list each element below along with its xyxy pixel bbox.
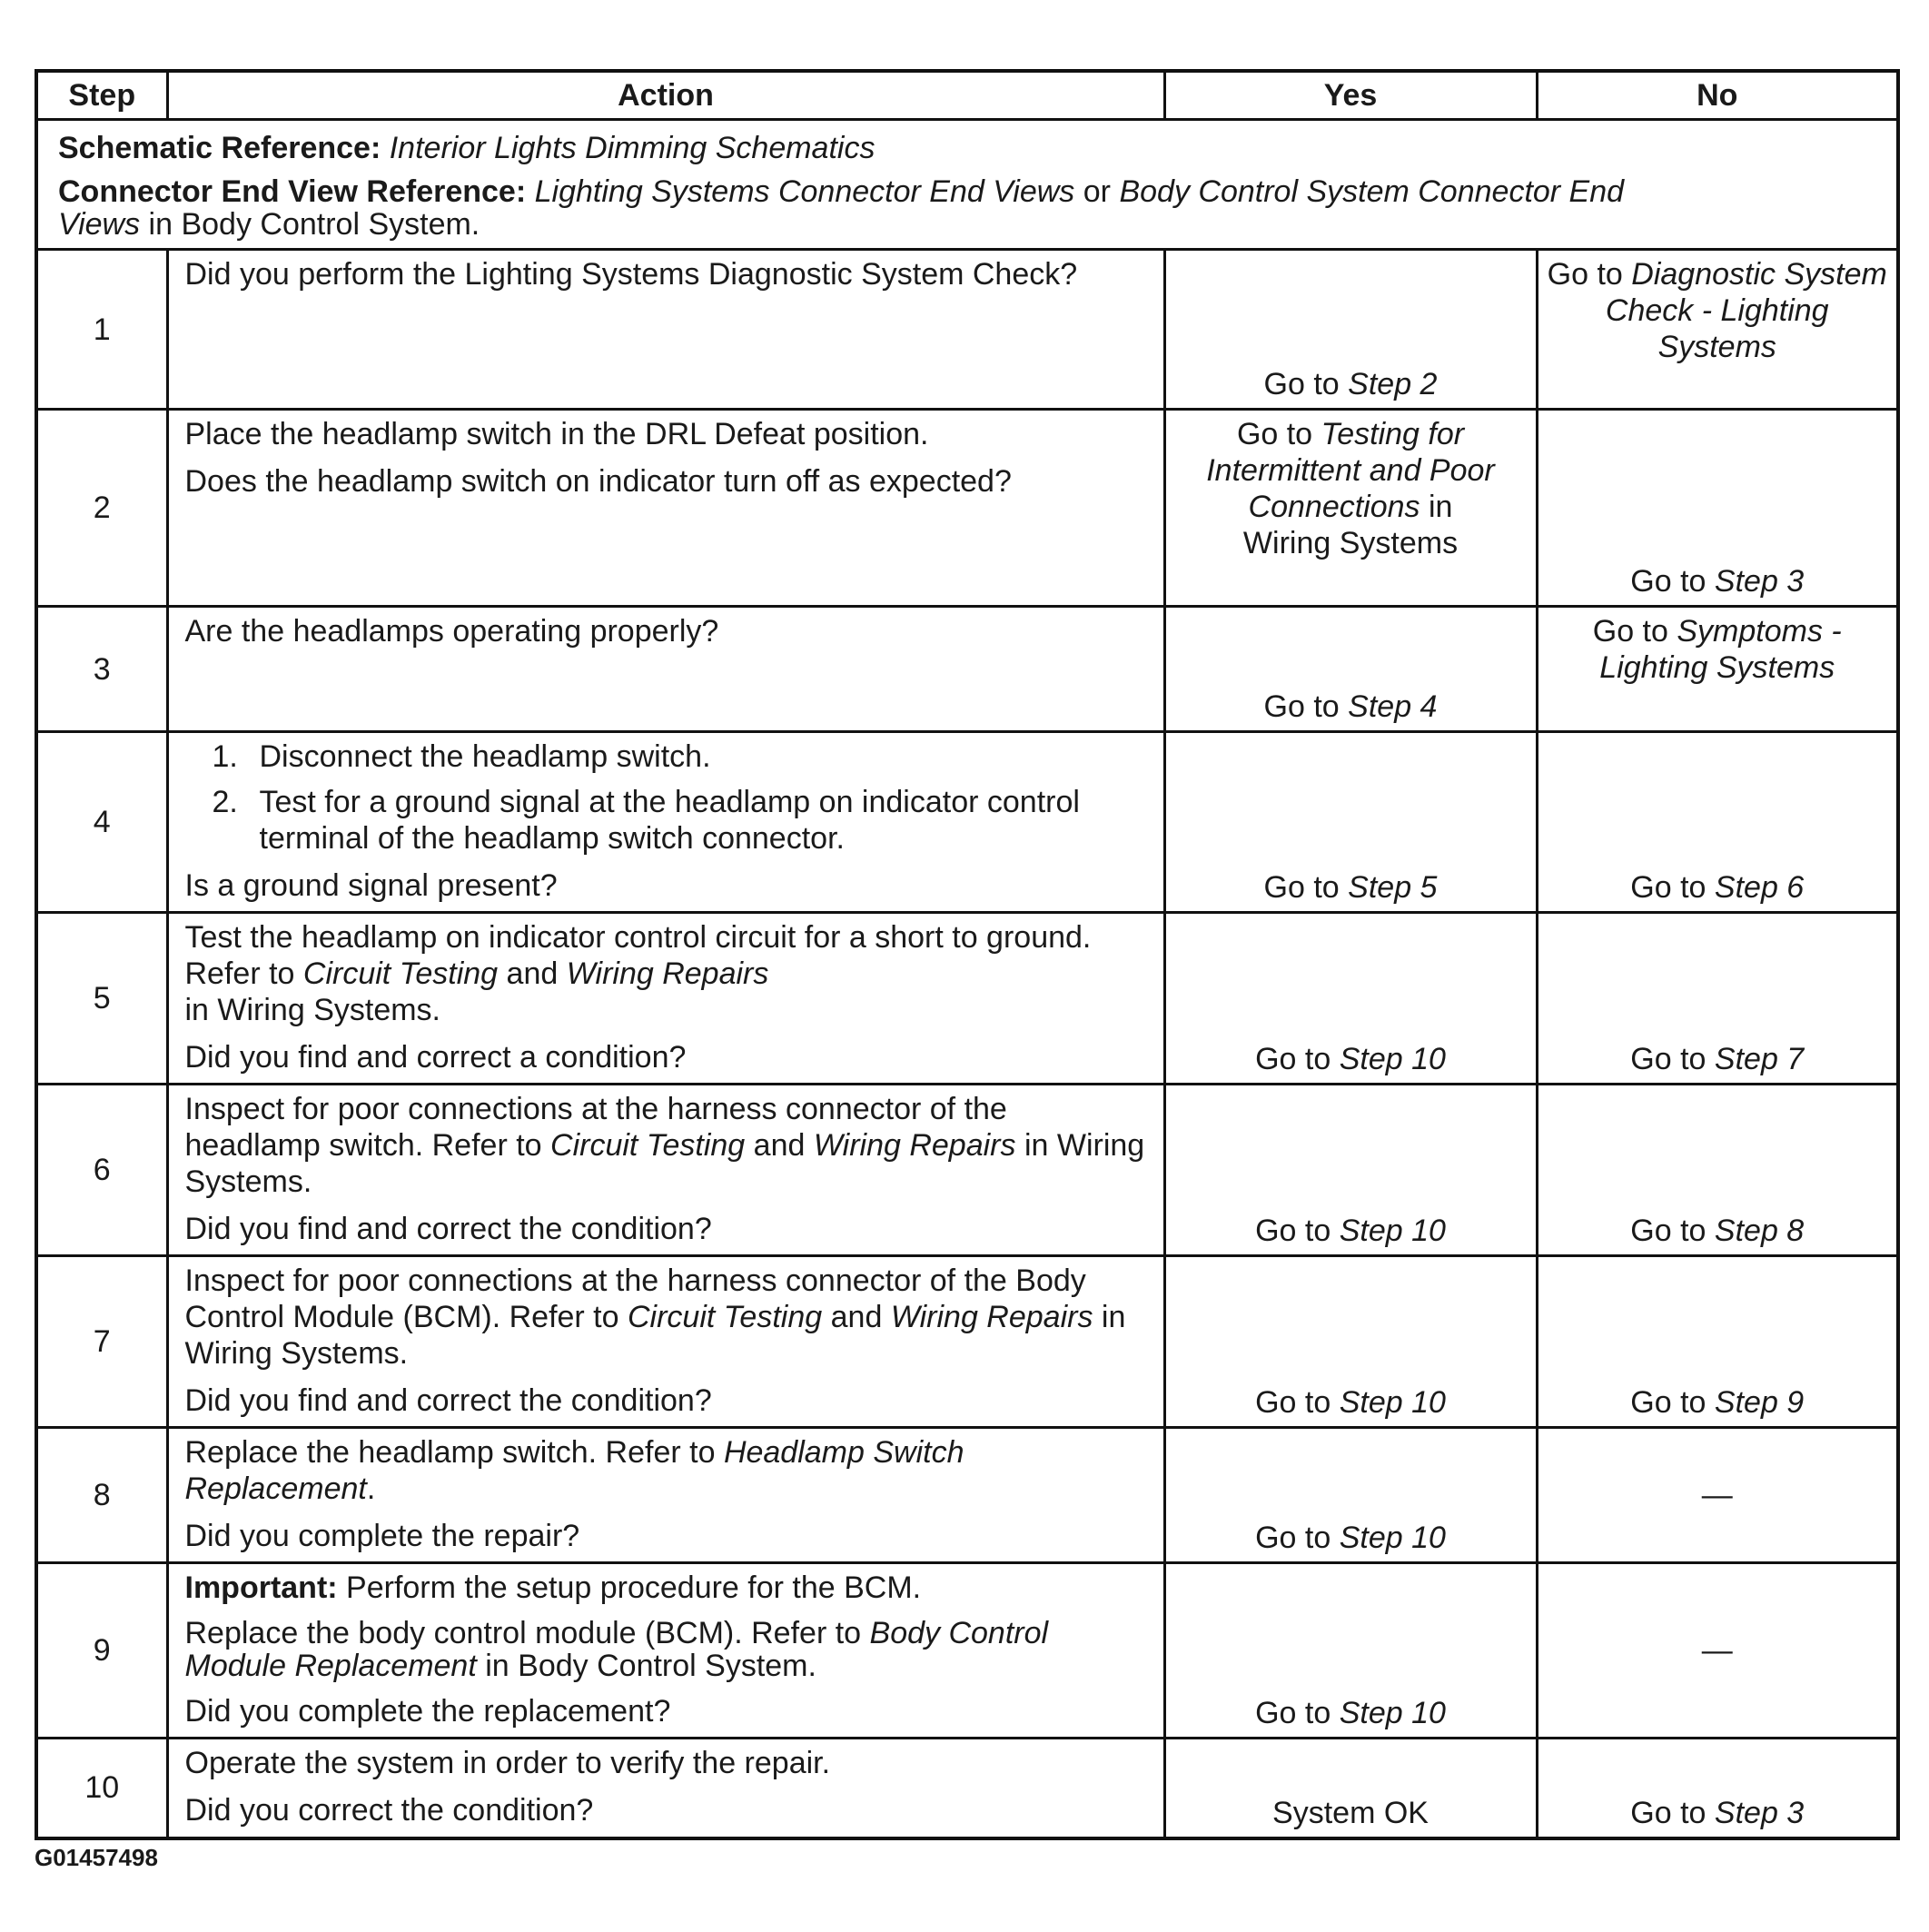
no-link[interactable]: Step 9 (1714, 1385, 1805, 1420)
no-result (1538, 608, 1897, 686)
no-prefix: Go to (1630, 1795, 1706, 1830)
table-row (36, 1563, 1898, 1739)
table-row (36, 1428, 1898, 1563)
yes-cell (1164, 607, 1537, 732)
no-cell (1537, 1739, 1898, 1838)
table-row (36, 913, 1898, 1085)
yes-link[interactable]: Step 5 (1348, 870, 1438, 905)
step-number: 5 (36, 913, 167, 1085)
no-prefix: Go to (1592, 614, 1668, 649)
step-number: 1 (36, 250, 167, 410)
yes-result (1166, 366, 1536, 402)
action-text (185, 1434, 1151, 1507)
yes-link[interactable]: Step 10 (1339, 1385, 1446, 1420)
reference-link[interactable]: Wiring Repairs (813, 1128, 1016, 1163)
yes-link[interactable]: Step 2 (1348, 367, 1438, 401)
action-cell (167, 913, 1164, 1085)
reference-cell (36, 120, 1898, 250)
no-prefix: Go to (1547, 257, 1623, 292)
action-text-pre: Test the headlamp on indicator control circuit for a short to ground. Refer to (184, 920, 1092, 991)
reference-link[interactable]: Headlamp Switch Replacement (184, 1435, 964, 1506)
action-cell (167, 1085, 1164, 1256)
action-text-and: and (830, 1300, 883, 1334)
yes-link[interactable]: Step 10 (1339, 1521, 1446, 1555)
yes-link[interactable]: Step 10 (1339, 1214, 1446, 1248)
no-cell (1537, 410, 1898, 607)
action-text-post: . (366, 1471, 376, 1506)
no-prefix: Go to (1630, 870, 1706, 905)
no-cell (1537, 1256, 1898, 1428)
header-no: No (1537, 71, 1898, 120)
action-text (185, 1263, 1151, 1372)
table-row (36, 1739, 1898, 1838)
action-question: Did you find and correct the condition? (184, 1212, 712, 1246)
step-number: 10 (36, 1739, 167, 1838)
diagnostic-table-container (35, 69, 1896, 1840)
no-result-dash: — (1701, 1478, 1733, 1512)
action-text-and: and (753, 1128, 806, 1163)
action-steps-list (185, 738, 1151, 857)
action-question: Are the headlamps operating properly? (184, 614, 719, 649)
action-cell (167, 1256, 1164, 1428)
step-number: 2 (36, 410, 167, 607)
yes-result (1166, 1695, 1536, 1731)
no-cell (1537, 250, 1898, 410)
reference-link[interactable]: Circuit Testing (550, 1128, 746, 1163)
table-row (36, 410, 1898, 607)
yes-cell (1164, 913, 1537, 1085)
step-number: 6 (36, 1085, 167, 1256)
action-question: Is a ground signal present? (184, 868, 558, 903)
figure-id: G01457498 (35, 1844, 158, 1871)
yes-prefix: Go to (1236, 417, 1313, 451)
yes-prefix: Go to (1255, 1521, 1331, 1555)
no-result (1538, 1795, 1897, 1831)
no-result (1538, 251, 1897, 365)
step-number: 3 (36, 607, 167, 732)
table-row (36, 250, 1898, 410)
connector-reference (58, 175, 1876, 241)
action-cell (167, 1563, 1164, 1739)
header-action: Action (167, 71, 1164, 120)
schematic-reference-label: Schematic Reference: (58, 131, 381, 165)
no-result (1538, 1213, 1897, 1249)
step-number: 4 (36, 732, 167, 913)
yes-result (1166, 1384, 1536, 1421)
action-text-pre: Replace the headlamp switch. Refer to (184, 1435, 716, 1470)
action-text-pre: Inspect for poor connections at the harness connector of the Body Control Module (BCM). Refer to (184, 1263, 1086, 1334)
reference-row (36, 120, 1898, 250)
action-cell (167, 732, 1164, 913)
action-cell (167, 607, 1164, 732)
action-text: Did you perform the Lighting Systems Diagnostic System Check? (184, 257, 1078, 292)
action-cell (167, 1739, 1164, 1838)
connector-reference-link-2[interactable]: Body Control System Connector End Views (58, 174, 1625, 242)
action-text-and: and (506, 956, 559, 991)
action-question: Does the headlamp switch on indicator turn off as expected? (184, 464, 1012, 499)
table-row (36, 1085, 1898, 1256)
no-prefix: Go to (1630, 1042, 1706, 1076)
connector-reference-suffix: in Body Control System. (148, 207, 480, 242)
list-item (185, 784, 1151, 857)
yes-cell (1164, 250, 1537, 410)
connector-reference-link-1[interactable]: Lighting Systems Connector End Views (534, 174, 1075, 209)
no-cell (1537, 913, 1898, 1085)
header-row (36, 71, 1898, 120)
action-text (185, 1091, 1151, 1200)
no-link[interactable]: Step 3 (1714, 564, 1805, 599)
reference-link[interactable]: Wiring Repairs (890, 1300, 1093, 1334)
connector-reference-label: Connector End View Reference: (58, 174, 527, 209)
reference-link[interactable]: Wiring Repairs (566, 956, 769, 991)
important-note (185, 1570, 1151, 1606)
action-cell (167, 410, 1164, 607)
yes-cell (1164, 1739, 1537, 1838)
yes-result (1166, 1520, 1536, 1556)
yes-result (1166, 1213, 1536, 1249)
no-result-dash: — (1701, 1633, 1733, 1668)
schematic-reference-link[interactable]: Interior Lights Dimming Schematics (389, 131, 875, 165)
action-text-post: in Wiring Systems. (184, 1128, 1145, 1199)
diagnostic-table (35, 69, 1900, 1840)
action-text-post: in Wiring Systems. (184, 993, 440, 1027)
header-yes: Yes (1164, 71, 1537, 120)
yes-prefix: Go to (1255, 1696, 1331, 1730)
action-text-post: in Body Control System. (485, 1649, 816, 1683)
step-number: 9 (36, 1563, 167, 1739)
yes-link[interactable]: Step 10 (1339, 1042, 1446, 1076)
action-text: Operate the system in order to verify the repair. (184, 1746, 831, 1780)
yes-cell (1164, 732, 1537, 913)
no-cell (1537, 1563, 1898, 1739)
yes-link[interactable]: Testing for Intermittent and Poor Connections (1206, 417, 1495, 524)
step-number: 7 (36, 1256, 167, 1428)
yes-result (1166, 411, 1536, 561)
no-result (1538, 1041, 1897, 1077)
action-question: Did you find and correct the condition? (184, 1383, 712, 1418)
header-step: Step (36, 71, 167, 120)
important-text: Perform the setup procedure for the BCM. (346, 1570, 922, 1605)
action-text (185, 919, 1151, 1028)
no-prefix: Go to (1630, 1385, 1706, 1420)
yes-prefix: Go to (1255, 1385, 1331, 1420)
yes-prefix: Go to (1263, 367, 1340, 401)
list-item-text: Disconnect the headlamp switch. (259, 739, 711, 774)
no-result (1538, 1384, 1897, 1421)
no-cell (1537, 732, 1898, 913)
no-link[interactable]: Diagnostic System Check - Lighting Systems (1605, 257, 1887, 364)
step-number: 8 (36, 1428, 167, 1563)
no-link[interactable]: Step 7 (1714, 1042, 1805, 1076)
yes-prefix: Go to (1263, 689, 1340, 724)
list-number: 1. (212, 739, 238, 774)
action-cell (167, 250, 1164, 410)
no-prefix: Go to (1630, 564, 1706, 599)
table-row (36, 607, 1898, 732)
action-text-pre: Inspect for poor connections at the harness connector of the headlamp switch. Refer to (184, 1092, 1007, 1163)
yes-prefix: Go to (1255, 1042, 1331, 1076)
yes-result (1166, 689, 1536, 725)
yes-result: System OK (1272, 1795, 1429, 1830)
list-number: 2. (212, 785, 238, 819)
yes-cell (1164, 410, 1537, 607)
no-link[interactable]: Step 8 (1714, 1214, 1805, 1248)
important-label: Important: (184, 1570, 338, 1605)
action-text: Place the headlamp switch in the DRL Defeat position. (184, 417, 929, 451)
yes-cell (1164, 1563, 1537, 1739)
table-row (36, 1256, 1898, 1428)
action-question: Did you complete the repair? (184, 1519, 580, 1553)
yes-link[interactable]: Step 10 (1339, 1696, 1446, 1730)
yes-cell (1164, 1428, 1537, 1563)
action-question: Did you find and correct a condition? (184, 1040, 687, 1075)
no-link[interactable]: Symptoms - Lighting Systems (1599, 614, 1842, 685)
action-text (185, 1617, 1151, 1682)
yes-link[interactable]: Step 4 (1348, 689, 1438, 724)
no-result (1538, 869, 1897, 906)
yes-suffix: in Wiring Systems (1242, 490, 1459, 560)
action-question: Did you correct the condition? (184, 1793, 594, 1828)
action-text-pre: Replace the body control module (BCM). Refer to (184, 1616, 862, 1650)
action-question: Did you complete the replacement? (184, 1694, 671, 1729)
reference-link[interactable]: Body Control Module Replacement (184, 1616, 1049, 1683)
reference-link[interactable]: Circuit Testing (628, 1300, 823, 1334)
list-item-text: Test for a ground signal at the headlamp on indicator control terminal of the headlamp switch connector. (259, 785, 1080, 856)
action-text-post: in Wiring Systems. (184, 1300, 1126, 1371)
yes-prefix: Go to (1255, 1214, 1331, 1248)
no-link[interactable]: Step 3 (1714, 1795, 1805, 1830)
yes-cell (1164, 1085, 1537, 1256)
no-cell (1537, 1085, 1898, 1256)
list-item (185, 738, 1151, 775)
reference-link[interactable]: Circuit Testing (302, 956, 499, 991)
yes-cell (1164, 1256, 1537, 1428)
no-cell (1537, 1428, 1898, 1563)
no-result (1538, 563, 1897, 599)
action-cell (167, 1428, 1164, 1563)
no-link[interactable]: Step 6 (1714, 870, 1805, 905)
no-prefix: Go to (1630, 1214, 1706, 1248)
yes-result (1166, 869, 1536, 906)
schematic-reference (58, 130, 1876, 166)
table-row (36, 732, 1898, 913)
connector-reference-or: or (1083, 174, 1111, 209)
no-cell (1537, 607, 1898, 732)
yes-result (1166, 1041, 1536, 1077)
yes-prefix: Go to (1263, 870, 1340, 905)
